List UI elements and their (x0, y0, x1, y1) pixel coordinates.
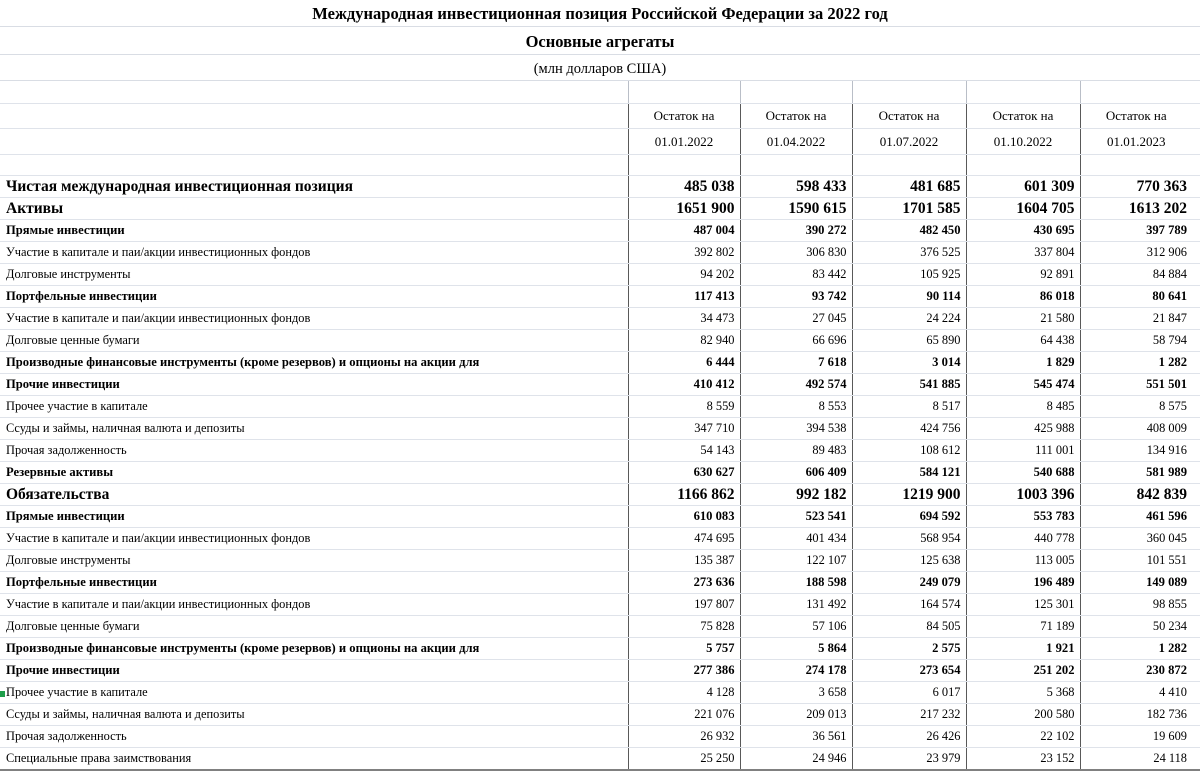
row-value: 54 143 (628, 440, 740, 462)
row-value: 89 483 (740, 440, 852, 462)
row-value: 601 309 (966, 176, 1080, 198)
row-value: 273 636 (628, 572, 740, 594)
header-tail-line1 (1192, 104, 1200, 129)
row-label: Чистая международная инвестиционная позиция (0, 176, 628, 198)
row-value: 90 114 (852, 286, 966, 308)
row-value: 492 574 (740, 374, 852, 396)
row-value: 21 580 (966, 308, 1080, 330)
row-value: 992 182 (740, 484, 852, 506)
row-value: 5 757 (628, 638, 740, 660)
table-body (0, 176, 1200, 771)
row-value: 84 505 (852, 616, 966, 638)
title-block (0, 0, 1200, 81)
row-value: 694 592 (852, 506, 966, 528)
header-spacer-c5 (1080, 81, 1192, 104)
row-value: 251 202 (966, 660, 1080, 682)
header-spacer-c1 (628, 81, 740, 104)
table-row (0, 616, 1200, 638)
row-label: Прочая задолженность (0, 726, 628, 748)
row-value: 34 473 (628, 308, 740, 330)
row-value: 80 641 (1080, 286, 1192, 308)
row-tail (1192, 484, 1200, 506)
header-blank-tail (1192, 155, 1200, 176)
row-label: Специальные права заимствования (0, 748, 628, 771)
row-value: 306 830 (740, 242, 852, 264)
page-subtitle: Основные агрегаты (0, 27, 1200, 55)
row-value: 440 778 (966, 528, 1080, 550)
row-label: Прочее участие в капитале (0, 682, 628, 704)
row-value: 394 538 (740, 418, 852, 440)
row-value: 545 474 (966, 374, 1080, 396)
table-row (0, 660, 1200, 682)
row-value: 71 189 (966, 616, 1080, 638)
row-label: Прочее участие в капитале (0, 396, 628, 418)
header-blank-c1 (628, 155, 740, 176)
row-label: Портфельные инвестиции (0, 572, 628, 594)
header-row-line1 (0, 104, 1200, 129)
row-value: 8 575 (1080, 396, 1192, 418)
row-value: 24 946 (740, 748, 852, 771)
row-value: 1166 862 (628, 484, 740, 506)
row-value: 430 695 (966, 220, 1080, 242)
row-value: 274 178 (740, 660, 852, 682)
row-value: 200 580 (966, 704, 1080, 726)
row-tail (1192, 550, 1200, 572)
table-header (0, 81, 1200, 176)
row-label: Ссуды и займы, наличная валюта и депозиты (0, 418, 628, 440)
row-value: 401 434 (740, 528, 852, 550)
row-tail (1192, 418, 1200, 440)
row-value: 485 038 (628, 176, 740, 198)
row-value: 209 013 (740, 704, 852, 726)
header-label-cell-3 (0, 155, 628, 176)
row-value: 22 102 (966, 726, 1080, 748)
table-row (0, 220, 1200, 242)
row-value: 568 954 (852, 528, 966, 550)
table-row (0, 594, 1200, 616)
table-row (0, 176, 1200, 198)
row-value: 3 014 (852, 352, 966, 374)
row-value: 1 282 (1080, 352, 1192, 374)
row-value: 131 492 (740, 594, 852, 616)
column-header-4-date: 01.10.2022 (966, 129, 1080, 155)
column-header-4-line1: Остаток на (966, 104, 1080, 129)
row-value: 581 989 (1080, 462, 1192, 484)
row-value: 125 301 (966, 594, 1080, 616)
table-row (0, 198, 1200, 220)
row-tail (1192, 704, 1200, 726)
row-value: 1 921 (966, 638, 1080, 660)
row-label: Участие в капитале и паи/акции инвестиционных фондов (0, 594, 628, 616)
table-row (0, 726, 1200, 748)
row-value: 410 412 (628, 374, 740, 396)
table-row (0, 638, 1200, 660)
row-tail (1192, 462, 1200, 484)
table-row (0, 484, 1200, 506)
row-value: 425 988 (966, 418, 1080, 440)
row-tail (1192, 330, 1200, 352)
row-label: Прямые инвестиции (0, 220, 628, 242)
header-row-blank (0, 155, 1200, 176)
header-spacer-c2 (740, 81, 852, 104)
row-value: 610 083 (628, 506, 740, 528)
header-spacer-row (0, 81, 1200, 104)
row-value: 196 489 (966, 572, 1080, 594)
row-label: Долговые ценные бумаги (0, 330, 628, 352)
row-value: 134 916 (1080, 440, 1192, 462)
row-value: 312 906 (1080, 242, 1192, 264)
column-header-1-date: 01.01.2022 (628, 129, 740, 155)
row-label: Участие в капитале и паи/акции инвестиционных фондов (0, 528, 628, 550)
row-label: Прочая задолженность (0, 440, 628, 462)
table-row (0, 418, 1200, 440)
row-tail (1192, 242, 1200, 264)
row-value: 390 272 (740, 220, 852, 242)
row-value: 92 891 (966, 264, 1080, 286)
row-value: 1590 615 (740, 198, 852, 220)
row-tail (1192, 506, 1200, 528)
header-label-cell-2 (0, 129, 628, 155)
row-value: 64 438 (966, 330, 1080, 352)
row-tail (1192, 176, 1200, 198)
row-tail (1192, 616, 1200, 638)
row-value: 5 368 (966, 682, 1080, 704)
row-value: 277 386 (628, 660, 740, 682)
row-tail (1192, 220, 1200, 242)
header-blank-c2 (740, 155, 852, 176)
row-value: 376 525 (852, 242, 966, 264)
table-row (0, 506, 1200, 528)
row-value: 111 001 (966, 440, 1080, 462)
column-header-3-line1: Остаток на (852, 104, 966, 129)
header-tail-line2 (1192, 129, 1200, 155)
row-value: 360 045 (1080, 528, 1192, 550)
header-label-cell (0, 104, 628, 129)
row-value: 26 932 (628, 726, 740, 748)
units-label: (млн долларов США) (0, 55, 1200, 81)
row-value: 65 890 (852, 330, 966, 352)
row-label: Производные финансовые инструменты (кроме резервов) и опционы на акции для (0, 352, 628, 374)
table-row (0, 704, 1200, 726)
table-row (0, 242, 1200, 264)
row-value: 523 541 (740, 506, 852, 528)
row-value: 770 363 (1080, 176, 1192, 198)
row-value: 19 609 (1080, 726, 1192, 748)
row-label: Долговые ценные бумаги (0, 616, 628, 638)
row-value: 4 128 (628, 682, 740, 704)
row-value: 1701 585 (852, 198, 966, 220)
row-label: Производные финансовые инструменты (кроме резервов) и опционы на акции для (0, 638, 628, 660)
row-value: 24 118 (1080, 748, 1192, 771)
page-title: Международная инвестиционная позиция Российской Федерации за 2022 год (0, 0, 1200, 27)
column-header-3-date: 01.07.2022 (852, 129, 966, 155)
row-value: 217 232 (852, 704, 966, 726)
row-tail (1192, 264, 1200, 286)
row-label: Участие в капитале и паи/акции инвестиционных фондов (0, 308, 628, 330)
row-value: 188 598 (740, 572, 852, 594)
row-value: 481 685 (852, 176, 966, 198)
row-label: Активы (0, 198, 628, 220)
row-label: Долговые инструменты (0, 264, 628, 286)
header-spacer-tail (1192, 81, 1200, 104)
row-value: 230 872 (1080, 660, 1192, 682)
row-value: 392 802 (628, 242, 740, 264)
row-value: 273 654 (852, 660, 966, 682)
row-value: 7 618 (740, 352, 852, 374)
row-value: 1219 900 (852, 484, 966, 506)
row-value: 23 152 (966, 748, 1080, 771)
header-spacer-c4 (966, 81, 1080, 104)
header-spacer-label (0, 81, 628, 104)
row-value: 584 121 (852, 462, 966, 484)
table-row (0, 330, 1200, 352)
row-value: 93 742 (740, 286, 852, 308)
row-value: 182 736 (1080, 704, 1192, 726)
header-blank-c5 (1080, 155, 1192, 176)
cell-comment-marker (0, 691, 5, 697)
row-value: 8 485 (966, 396, 1080, 418)
row-value: 221 076 (628, 704, 740, 726)
row-value: 1 282 (1080, 638, 1192, 660)
table-row (0, 308, 1200, 330)
table-row (0, 264, 1200, 286)
row-value: 25 250 (628, 748, 740, 771)
row-tail (1192, 198, 1200, 220)
row-tail (1192, 594, 1200, 616)
row-value: 36 561 (740, 726, 852, 748)
row-value: 482 450 (852, 220, 966, 242)
row-value: 164 574 (852, 594, 966, 616)
column-header-2-date: 01.04.2022 (740, 129, 852, 155)
row-tail (1192, 726, 1200, 748)
row-value: 541 885 (852, 374, 966, 396)
row-value: 408 009 (1080, 418, 1192, 440)
row-tail (1192, 572, 1200, 594)
row-value: 117 413 (628, 286, 740, 308)
row-tail (1192, 286, 1200, 308)
row-value: 842 839 (1080, 484, 1192, 506)
row-value: 8 559 (628, 396, 740, 418)
row-value: 553 783 (966, 506, 1080, 528)
table-row (0, 440, 1200, 462)
header-row-line2 (0, 129, 1200, 155)
row-value: 108 612 (852, 440, 966, 462)
row-value: 474 695 (628, 528, 740, 550)
row-value: 1613 202 (1080, 198, 1192, 220)
table-row (0, 748, 1200, 771)
row-value: 540 688 (966, 462, 1080, 484)
row-label: Участие в капитале и паи/акции инвестиционных фондов (0, 242, 628, 264)
row-label: Обязательства (0, 484, 628, 506)
row-tail (1192, 440, 1200, 462)
row-value: 249 079 (852, 572, 966, 594)
row-value: 84 884 (1080, 264, 1192, 286)
row-value: 3 658 (740, 682, 852, 704)
row-value: 1604 705 (966, 198, 1080, 220)
row-value: 337 804 (966, 242, 1080, 264)
header-spacer-c3 (852, 81, 966, 104)
miip-table (0, 81, 1200, 771)
row-value: 98 855 (1080, 594, 1192, 616)
row-label: Долговые инструменты (0, 550, 628, 572)
table-row (0, 462, 1200, 484)
row-value: 487 004 (628, 220, 740, 242)
row-tail (1192, 660, 1200, 682)
row-value: 23 979 (852, 748, 966, 771)
row-value: 101 551 (1080, 550, 1192, 572)
table-row (0, 286, 1200, 308)
row-value: 8 517 (852, 396, 966, 418)
row-value: 83 442 (740, 264, 852, 286)
row-label: Резервные активы (0, 462, 628, 484)
row-value: 75 828 (628, 616, 740, 638)
row-tail (1192, 374, 1200, 396)
table-row (0, 374, 1200, 396)
table-row (0, 550, 1200, 572)
row-label: Прочие инвестиции (0, 660, 628, 682)
table-row (0, 396, 1200, 418)
row-value: 397 789 (1080, 220, 1192, 242)
row-value: 86 018 (966, 286, 1080, 308)
table-row (0, 572, 1200, 594)
row-value: 66 696 (740, 330, 852, 352)
column-header-1-line1: Остаток на (628, 104, 740, 129)
row-tail (1192, 748, 1200, 771)
row-value: 24 224 (852, 308, 966, 330)
row-value: 551 501 (1080, 374, 1192, 396)
row-value: 347 710 (628, 418, 740, 440)
row-tail (1192, 396, 1200, 418)
row-value: 105 925 (852, 264, 966, 286)
row-value: 21 847 (1080, 308, 1192, 330)
row-value: 113 005 (966, 550, 1080, 572)
row-value: 8 553 (740, 396, 852, 418)
row-value: 57 106 (740, 616, 852, 638)
row-label: Прямые инвестиции (0, 506, 628, 528)
row-value: 461 596 (1080, 506, 1192, 528)
row-value: 6 444 (628, 352, 740, 374)
row-value: 58 794 (1080, 330, 1192, 352)
row-value: 606 409 (740, 462, 852, 484)
row-value: 1 829 (966, 352, 1080, 374)
column-header-5-date: 01.01.2023 (1080, 129, 1192, 155)
row-value: 6 017 (852, 682, 966, 704)
row-value: 26 426 (852, 726, 966, 748)
row-value: 598 433 (740, 176, 852, 198)
row-value: 1003 396 (966, 484, 1080, 506)
row-value: 197 807 (628, 594, 740, 616)
row-value: 4 410 (1080, 682, 1192, 704)
row-value: 135 387 (628, 550, 740, 572)
table-row (0, 352, 1200, 374)
row-value: 122 107 (740, 550, 852, 572)
row-tail (1192, 352, 1200, 374)
row-label: Прочие инвестиции (0, 374, 628, 396)
row-tail (1192, 638, 1200, 660)
column-header-5-line1: Остаток на (1080, 104, 1192, 129)
row-label: Портфельные инвестиции (0, 286, 628, 308)
row-tail (1192, 528, 1200, 550)
row-value: 94 202 (628, 264, 740, 286)
header-blank-c3 (852, 155, 966, 176)
row-value: 2 575 (852, 638, 966, 660)
table-row (0, 528, 1200, 550)
column-header-2-line1: Остаток на (740, 104, 852, 129)
row-value: 27 045 (740, 308, 852, 330)
row-value: 125 638 (852, 550, 966, 572)
row-value: 5 864 (740, 638, 852, 660)
row-value: 50 234 (1080, 616, 1192, 638)
header-blank-c4 (966, 155, 1080, 176)
row-tail (1192, 682, 1200, 704)
row-value: 424 756 (852, 418, 966, 440)
row-label: Ссуды и займы, наличная валюта и депозиты (0, 704, 628, 726)
table-row (0, 682, 1200, 704)
row-value: 82 940 (628, 330, 740, 352)
row-value: 630 627 (628, 462, 740, 484)
row-value: 1651 900 (628, 198, 740, 220)
row-tail (1192, 308, 1200, 330)
row-value: 149 089 (1080, 572, 1192, 594)
